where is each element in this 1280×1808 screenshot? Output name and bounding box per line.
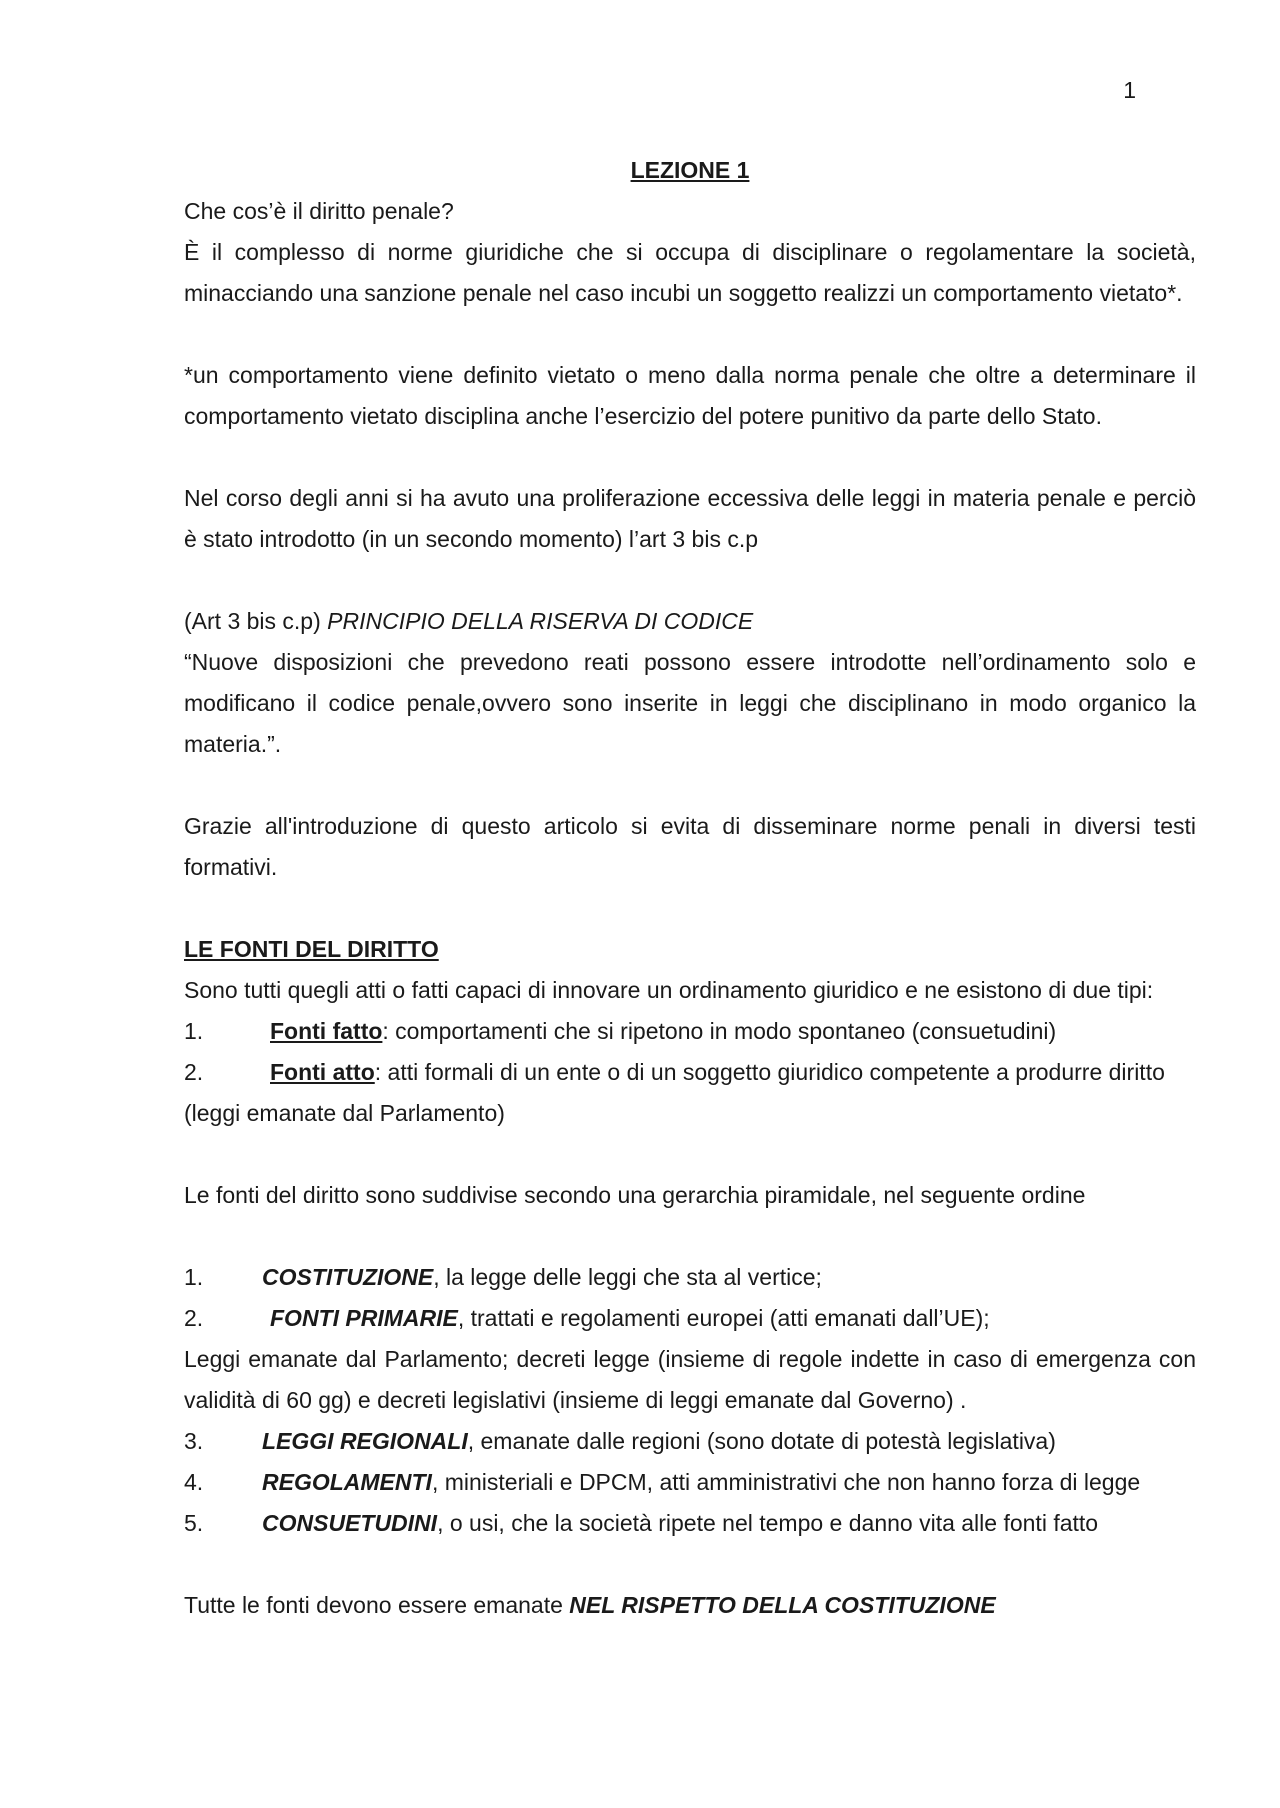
list-item bbox=[184, 1298, 1196, 1339]
intro-question: Che cos’è il diritto penale? bbox=[184, 198, 454, 224]
hierarchy-intro: Le fonti del diritto sono suddivise secondo una gerarchia piramidale, nel seguente ordine bbox=[184, 1182, 1086, 1208]
list-number: 2. bbox=[184, 1059, 204, 1085]
list-item bbox=[184, 1257, 1196, 1298]
footnote-paragraph: *un comportamento viene definito vietato o meno dalla norma penale che oltre a determinare il comportamento vietato disciplina anche l’esercizio del potere punitivo da parte dello Stato. bbox=[184, 362, 1196, 429]
list-item bbox=[184, 1052, 1196, 1093]
art3bis-quote: “Nuove disposizioni che prevedono reati possono essere introdotte nell’ordinamento solo e modificano il codice penale,ovvero sono inserite in leggi che disciplinano in modo organico la materia.”. bbox=[184, 649, 1196, 757]
lesson-title: LEZIONE 1 bbox=[630, 157, 750, 183]
document-body bbox=[184, 150, 1196, 1626]
list-number: 2. bbox=[184, 1305, 204, 1331]
art3bis-ref: (Art 3 bis c.p) bbox=[184, 608, 328, 634]
list-term: Fonti atto bbox=[270, 1059, 375, 1085]
fonti-types-continuation: (leggi emanate dal Parlamento) bbox=[184, 1100, 505, 1126]
list-number: 4. bbox=[184, 1469, 204, 1495]
list-desc: , emanate dalle regioni (sono dotate di potestà legislativa) bbox=[467, 1428, 1056, 1454]
page-number: 1 bbox=[1123, 77, 1136, 103]
list-term: Fonti fatto bbox=[270, 1018, 383, 1044]
list-desc: : atti formali di un ente o di un soggetto giuridico competente a produrre diritto bbox=[374, 1059, 1165, 1085]
list-number: 1. bbox=[184, 1264, 204, 1290]
fonti-heading: LE FONTI DEL DIRITTO bbox=[184, 936, 439, 962]
art3bis-principle: PRINCIPIO DELLA RISERVA DI CODICE bbox=[327, 608, 754, 634]
list-term: COSTITUZIONE bbox=[262, 1264, 434, 1290]
list-item bbox=[184, 1011, 1196, 1052]
list-term: CONSUETUDINI bbox=[262, 1510, 438, 1536]
closing-text: Tutte le fonti devono essere emanate bbox=[184, 1592, 570, 1618]
closing-paragraph bbox=[184, 1585, 1196, 1626]
list-desc: , la legge delle leggi che sta al vertice; bbox=[433, 1264, 822, 1290]
list-item bbox=[184, 1462, 1196, 1503]
intro-answer: È il complesso di norme giuridiche che si occupa di disciplinare o regolamentare la società, minacciando una sanzione penale nel caso incubi un soggetto realizzi un comportamento vietato*. bbox=[184, 239, 1196, 306]
closing-emphasis: NEL RISPETTO DELLA COSTITUZIONE bbox=[569, 1592, 996, 1618]
list-number: 5. bbox=[184, 1510, 204, 1536]
list-desc: , ministeriali e DPCM, atti amministrativi che non hanno forza di legge bbox=[431, 1469, 1141, 1495]
list-item bbox=[184, 1421, 1196, 1462]
art3bis-heading bbox=[184, 601, 1196, 642]
list-term: FONTI PRIMARIE bbox=[270, 1305, 458, 1331]
fonti-intro: Sono tutti quegli atti o fatti capaci di innovare un ordinamento giuridico e ne esistono di due tipi: bbox=[184, 977, 1154, 1003]
list-desc: , o usi, che la società ripete nel tempo e danno vita alle fonti fatto bbox=[437, 1510, 1099, 1536]
grazie-paragraph: Grazie all'introduzione di questo articolo si evita di disseminare norme penali in diversi testi formativi. bbox=[184, 813, 1196, 880]
hierarchy-continuation: Leggi emanate dal Parlamento; decreti legge (insieme di regole indette in caso di emergenza con validità di 60 gg) e decreti legislativi (insieme di leggi emanate dal Governo) . bbox=[184, 1346, 1196, 1413]
list-number: 1. bbox=[184, 1018, 204, 1044]
list-term: LEGGI REGIONALI bbox=[262, 1428, 468, 1454]
list-desc: , trattati e regolamenti europei (atti emanati dall’UE); bbox=[457, 1305, 990, 1331]
list-item bbox=[184, 1503, 1196, 1544]
list-desc: : comportamenti che si ripetono in modo spontaneo (consuetudini) bbox=[382, 1018, 1057, 1044]
proliferation-paragraph: Nel corso degli anni si ha avuto una proliferazione eccessiva delle leggi in materia penale e perciò è stato introdotto (in un secondo momento) l’art 3 bis c.p bbox=[184, 485, 1196, 552]
list-term: REGOLAMENTI bbox=[262, 1469, 432, 1495]
list-number: 3. bbox=[184, 1428, 204, 1454]
